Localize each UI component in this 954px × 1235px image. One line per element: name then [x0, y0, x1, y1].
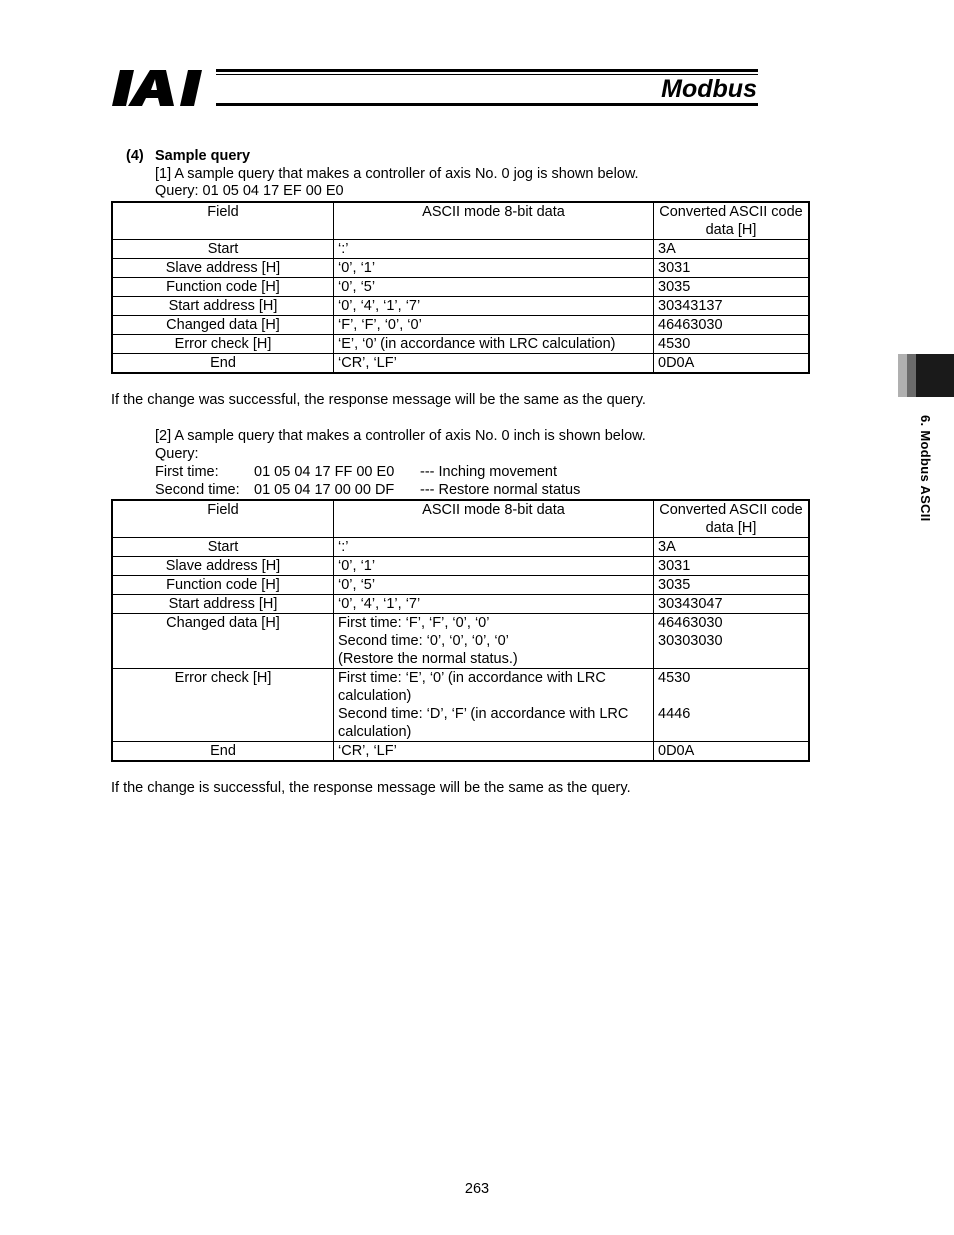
- cell-converted-data: 30343137: [654, 297, 810, 316]
- cell-converted-data: 3035: [654, 278, 810, 297]
- table-row: [112, 278, 809, 297]
- second-time-label: Second time:: [155, 482, 240, 498]
- intro-paragraph-1: [1] A sample query that makes a controller of axis No. 0 jog is shown below.: [155, 166, 639, 182]
- table-row: [112, 595, 809, 614]
- cell-field: Function code [H]: [112, 278, 334, 297]
- table-row: [112, 669, 809, 742]
- first-time-label: First time:: [155, 464, 219, 480]
- cell-ascii-data: ‘CR’, ‘LF’: [334, 354, 654, 374]
- cell-converted-data: 0D0A: [654, 742, 810, 762]
- cell-converted-data: 46463030 30303030: [654, 614, 810, 669]
- col-header-converted: Converted ASCII code data [H]: [654, 202, 810, 240]
- cell-field: Start: [112, 538, 334, 557]
- cell-ascii-data: ‘F’, ‘F’, ‘0’, ‘0’: [334, 316, 654, 335]
- cell-field: Function code [H]: [112, 576, 334, 595]
- chapter-tab-marker: [898, 354, 954, 397]
- query-label-2: Query:: [155, 446, 199, 462]
- cell-field: Slave address [H]: [112, 259, 334, 278]
- cell-field: End: [112, 742, 334, 762]
- query-line-1: Query: 01 05 04 17 EF 00 E0: [155, 183, 344, 199]
- cell-converted-data: 3A: [654, 240, 810, 259]
- col-header-field: Field: [112, 202, 334, 240]
- table-header-row: [112, 500, 809, 538]
- table-row: [112, 259, 809, 278]
- chapter-tab-label: 6. Modbus ASCII: [918, 415, 933, 522]
- cell-field: Start: [112, 240, 334, 259]
- first-time-comment: --- Inching movement: [420, 464, 557, 480]
- cell-converted-data: 46463030: [654, 316, 810, 335]
- cell-field: Start address [H]: [112, 297, 334, 316]
- table-row: [112, 742, 809, 762]
- table-row: [112, 614, 809, 669]
- table-row: [112, 335, 809, 354]
- cell-ascii-data: ‘0’, ‘4’, ‘1’, ‘7’: [334, 297, 654, 316]
- cell-ascii-data: ‘0’, ‘4’, ‘1’, ‘7’: [334, 595, 654, 614]
- cell-field: Error check [H]: [112, 335, 334, 354]
- iai-logo-graphic: [112, 70, 212, 106]
- col-header-converted: Converted ASCII code data [H]: [654, 500, 810, 538]
- cell-field: End: [112, 354, 334, 374]
- query-table-2: [111, 499, 810, 762]
- second-time-comment: --- Restore normal status: [420, 482, 581, 498]
- table-row: [112, 240, 809, 259]
- cell-converted-data: 3031: [654, 557, 810, 576]
- cell-ascii-data: ‘:’: [334, 538, 654, 557]
- cell-converted-data: 3031: [654, 259, 810, 278]
- header-title: Modbus: [661, 75, 757, 103]
- col-header-field: Field: [112, 500, 334, 538]
- page-number: 263: [464, 1181, 490, 1197]
- cell-converted-data: 0D0A: [654, 354, 810, 374]
- cell-ascii-data: First time: ‘F’, ‘F’, ‘0’, ‘0’ Second time: ‘0’, ‘0’, ‘0’, ‘0’ (Restore the normal status.): [334, 614, 654, 669]
- cell-ascii-data: First time: ‘E’, ‘0’ (in accordance with LRC calculation) Second time: ‘D’, ‘F’ (in accordance with LRC calculation): [334, 669, 654, 742]
- response-note-2: If the change is successful, the response message will be the same as the query.: [111, 780, 631, 796]
- intro-paragraph-2: [2] A sample query that makes a controller of axis No. 0 inch is shown below.: [155, 428, 646, 444]
- cell-ascii-data: ‘E’, ‘0’ (in accordance with LRC calculation): [334, 335, 654, 354]
- cell-field: Slave address [H]: [112, 557, 334, 576]
- cell-ascii-data: ‘0’, ‘5’: [334, 278, 654, 297]
- first-time-value: 01 05 04 17 FF 00 E0: [254, 464, 395, 480]
- section-heading: Sample query: [155, 148, 251, 164]
- table-row: [112, 316, 809, 335]
- cell-field: Start address [H]: [112, 595, 334, 614]
- cell-converted-data: 4530 4446: [654, 669, 810, 742]
- cell-converted-data: 30343047: [654, 595, 810, 614]
- cell-converted-data: 3035: [654, 576, 810, 595]
- cell-field: Changed data [H]: [112, 614, 334, 669]
- cell-ascii-data: ‘0’, ‘1’: [334, 557, 654, 576]
- cell-ascii-data: ‘CR’, ‘LF’: [334, 742, 654, 762]
- cell-converted-data: 4530: [654, 335, 810, 354]
- second-time-value: 01 05 04 17 00 00 DF: [254, 482, 395, 498]
- iai-logo: [112, 70, 212, 111]
- section-number: (4): [126, 148, 144, 164]
- table-row: [112, 557, 809, 576]
- table-row: [112, 354, 809, 374]
- cell-converted-data: 3A: [654, 538, 810, 557]
- cell-ascii-data: ‘:’: [334, 240, 654, 259]
- cell-field: Error check [H]: [112, 669, 334, 742]
- query-table-1: [111, 201, 810, 374]
- response-note-1: If the change was successful, the response message will be the same as the query.: [111, 392, 646, 408]
- cell-field: Changed data [H]: [112, 316, 334, 335]
- table-row: [112, 297, 809, 316]
- cell-ascii-data: ‘0’, ‘1’: [334, 259, 654, 278]
- table-row: [112, 538, 809, 557]
- table-header-row: [112, 202, 809, 240]
- table-row: [112, 576, 809, 595]
- col-header-ascii: ASCII mode 8-bit data: [334, 500, 654, 538]
- cell-ascii-data: ‘0’, ‘5’: [334, 576, 654, 595]
- col-header-ascii: ASCII mode 8-bit data: [334, 202, 654, 240]
